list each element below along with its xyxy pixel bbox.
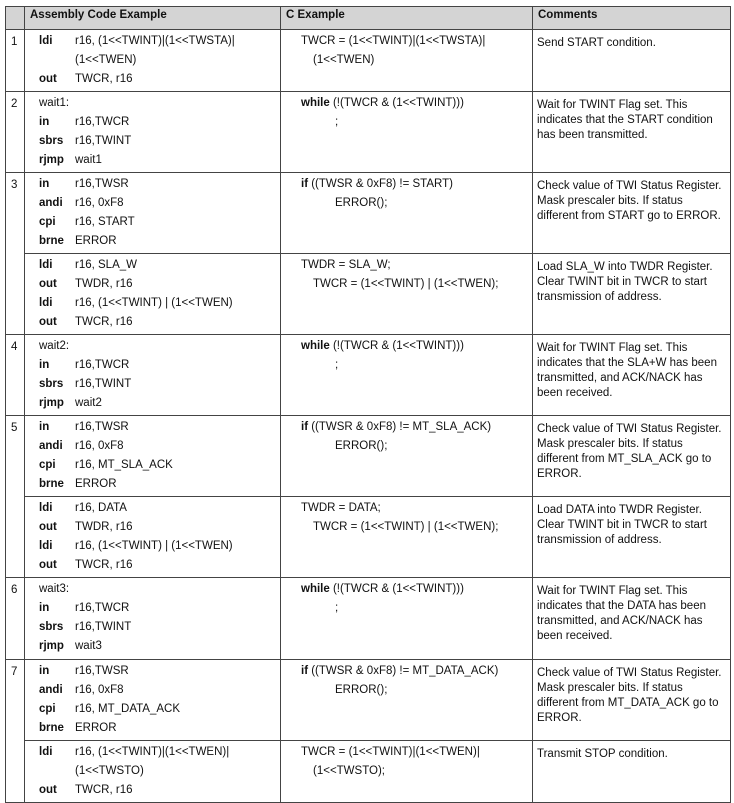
c-code-text: ERROR(); (335, 684, 388, 696)
c-code-text: TWDR = SLA_W; (301, 259, 391, 271)
assembly-line (25, 313, 280, 332)
assembly-operands: r16,TWINT (75, 135, 132, 147)
c-keyword: while (301, 97, 330, 109)
c-code-line (281, 518, 532, 537)
c-code-text: (!(TWCR & (1<<TWINT))) (329, 583, 464, 595)
header-assembly: Assembly Code Example (25, 7, 281, 30)
c-code-line (281, 762, 532, 781)
assembly-operands: r16, 0xF8 (75, 197, 124, 209)
assembly-line (25, 743, 280, 762)
assembly-code-cell (25, 92, 281, 173)
assembly-line (25, 556, 280, 575)
c-code-text: TWCR = (1<<TWINT)|(1<<TWEN)| (301, 746, 480, 758)
c-code-text: ; (335, 116, 339, 128)
comment-cell: Send START condition. (533, 30, 731, 92)
assembly-operands: r16,TWSR (75, 421, 129, 433)
assembly-line (25, 70, 280, 89)
assembly-line (25, 637, 280, 656)
assembly-operands: r16, MT_SLA_ACK (75, 459, 173, 471)
assembly-line (25, 418, 280, 437)
c-code-line (281, 94, 532, 113)
c-code-line (281, 662, 532, 681)
assembly-operands: wait1 (75, 154, 102, 166)
c-keyword: if (301, 421, 309, 433)
c-code-text: ERROR(); (335, 197, 388, 209)
assembly-line (25, 375, 280, 394)
assembly-label: wait3: (39, 583, 70, 595)
assembly-line (25, 213, 280, 232)
c-code-line (281, 681, 532, 700)
c-code-line (281, 113, 532, 132)
assembly-opcode: in (39, 178, 50, 190)
assembly-line (25, 394, 280, 413)
twi-code-table (5, 6, 731, 803)
assembly-line (25, 51, 280, 70)
header-c-example: C Example (281, 7, 533, 30)
comment-cell: Transmit STOP condition. (533, 741, 731, 803)
table-row (6, 497, 731, 578)
assembly-opcode: sbrs (39, 621, 64, 633)
c-code-line (281, 743, 532, 762)
c-code-line (281, 580, 532, 599)
header-comments: Comments (533, 7, 731, 30)
comment-cell: Load DATA into TWDR Register. Clear TWINT bit in TWCR to start transmission of address. (533, 497, 731, 578)
assembly-line (25, 475, 280, 494)
table-row (6, 741, 731, 803)
c-code-cell (281, 335, 533, 416)
c-code-line (281, 356, 532, 375)
c-code-text: ((TWSR & 0xF8) != MT_SLA_ACK) (308, 421, 492, 433)
assembly-line (25, 719, 280, 738)
assembly-line (25, 662, 280, 681)
assembly-line (25, 681, 280, 700)
step-number: 6 (6, 578, 25, 660)
assembly-opcode: brne (39, 478, 64, 490)
assembly-opcode: andi (39, 684, 63, 696)
comment-cell: Check value of TWI Status Register. Mask prescaler bits. If status different from START go to ERROR. (533, 173, 731, 254)
assembly-opcode: out (39, 278, 57, 290)
c-code-text: (!(TWCR & (1<<TWINT))) (329, 340, 464, 352)
c-code-line (281, 256, 532, 275)
assembly-operands: r16,TWCR (75, 359, 130, 371)
assembly-line (25, 113, 280, 132)
assembly-opcode: in (39, 421, 50, 433)
c-keyword: while (301, 583, 330, 595)
assembly-line (25, 175, 280, 194)
assembly-line (25, 537, 280, 556)
c-code-cell (281, 660, 533, 741)
c-code-line (281, 599, 532, 618)
assembly-operands: (1<<TWSTO) (75, 765, 144, 777)
assembly-opcode: ldi (39, 35, 53, 47)
assembly-opcode: rjmp (39, 154, 64, 166)
assembly-opcode: rjmp (39, 640, 64, 652)
c-keyword: if (301, 665, 309, 677)
c-keyword: if (301, 178, 309, 190)
c-code-text: (!(TWCR & (1<<TWINT))) (329, 97, 464, 109)
assembly-line (25, 275, 280, 294)
assembly-operands: (1<<TWEN) (75, 54, 137, 66)
comment-cell: Wait for TWINT Flag set. This indicates that the START condition has been transmitted. (533, 92, 731, 173)
c-code-line (281, 194, 532, 213)
assembly-opcode: ldi (39, 297, 53, 309)
c-code-text: TWCR = (1<<TWINT) | (1<<TWEN); (313, 278, 499, 290)
assembly-line (25, 256, 280, 275)
assembly-opcode: ldi (39, 540, 53, 552)
assembly-operands: r16, START (75, 216, 135, 228)
assembly-opcode: brne (39, 722, 64, 734)
assembly-line (25, 132, 280, 151)
assembly-operands: ERROR (75, 478, 117, 490)
assembly-opcode: in (39, 602, 50, 614)
assembly-code-cell (25, 741, 281, 803)
c-code-text: ; (335, 602, 339, 614)
assembly-operands: r16, (1<<TWINT)|(1<<TWSTA)| (75, 35, 235, 47)
assembly-opcode: out (39, 73, 57, 85)
step-number: 2 (6, 92, 25, 173)
assembly-line (25, 356, 280, 375)
assembly-operands: r16, (1<<TWINT) | (1<<TWEN) (75, 540, 233, 552)
c-code-line (281, 175, 532, 194)
assembly-operands: TWCR, r16 (75, 316, 133, 328)
c-code-text: TWCR = (1<<TWINT) | (1<<TWEN); (313, 521, 499, 533)
step-number: 1 (6, 30, 25, 92)
assembly-line (25, 151, 280, 170)
assembly-operands: r16,TWCR (75, 116, 130, 128)
assembly-operands: ERROR (75, 722, 117, 734)
comment-cell: Load SLA_W into TWDR Register. Clear TWINT bit in TWCR to start transmission of address. (533, 254, 731, 335)
assembly-line (25, 456, 280, 475)
assembly-code-cell (25, 497, 281, 578)
table-row (6, 578, 731, 660)
assembly-opcode: andi (39, 440, 63, 452)
c-code-line (281, 51, 532, 70)
assembly-operands: TWCR, r16 (75, 784, 133, 796)
table-row (6, 30, 731, 92)
c-code-text: ; (335, 359, 339, 371)
assembly-opcode: out (39, 559, 57, 571)
c-code-cell (281, 92, 533, 173)
assembly-line (25, 32, 280, 51)
table-row (6, 254, 731, 335)
assembly-operands: ERROR (75, 235, 117, 247)
assembly-opcode: in (39, 359, 50, 371)
table-row (6, 335, 731, 416)
assembly-code-cell (25, 30, 281, 92)
assembly-line (25, 762, 280, 781)
assembly-line (25, 618, 280, 637)
assembly-operands: r16,TWINT (75, 378, 132, 390)
header-step-number (6, 7, 25, 30)
c-code-text: ((TWSR & 0xF8) != START) (308, 178, 453, 190)
c-code-cell (281, 578, 533, 660)
assembly-line (25, 194, 280, 213)
assembly-label: wait2: (39, 340, 70, 352)
assembly-line (25, 294, 280, 313)
c-code-cell (281, 173, 533, 254)
assembly-operands: r16, (1<<TWINT) | (1<<TWEN) (75, 297, 233, 309)
assembly-opcode: out (39, 784, 57, 796)
assembly-operands: r16, DATA (75, 502, 127, 514)
c-code-cell (281, 497, 533, 578)
assembly-line (25, 337, 280, 356)
assembly-label: wait1: (39, 97, 70, 109)
assembly-operands: r16,TWCR (75, 602, 130, 614)
c-code-line (281, 275, 532, 294)
assembly-opcode: in (39, 116, 50, 128)
table-row (6, 416, 731, 497)
assembly-opcode: cpi (39, 459, 56, 471)
c-code-line (281, 499, 532, 518)
assembly-line (25, 232, 280, 251)
assembly-operands: r16, (1<<TWINT)|(1<<TWEN)| (75, 746, 230, 758)
assembly-opcode: out (39, 316, 57, 328)
assembly-operands: r16,TWINT (75, 621, 132, 633)
assembly-operands: r16,TWSR (75, 178, 129, 190)
assembly-line (25, 518, 280, 537)
assembly-operands: TWDR, r16 (75, 521, 133, 533)
c-code-text: TWDR = DATA; (301, 502, 381, 514)
assembly-line (25, 437, 280, 456)
comment-cell: Check value of TWI Status Register. Mask prescaler bits. If status different from MT_SLA_ACK go to ERROR. (533, 416, 731, 497)
assembly-operands: r16, SLA_W (75, 259, 137, 271)
assembly-opcode: cpi (39, 703, 56, 715)
table-row (6, 660, 731, 741)
comment-cell: Wait for TWINT Flag set. This indicates that the SLA+W has been transmitted, and ACK/NACK has been received. (533, 335, 731, 416)
assembly-code-cell (25, 335, 281, 416)
assembly-opcode: ldi (39, 746, 53, 758)
assembly-operands: r16, 0xF8 (75, 440, 124, 452)
c-code-line (281, 437, 532, 456)
table-header-row (6, 7, 731, 30)
assembly-code-cell (25, 173, 281, 254)
assembly-operands: r16, 0xF8 (75, 684, 124, 696)
assembly-code-cell (25, 578, 281, 660)
c-code-line (281, 418, 532, 437)
assembly-line (25, 599, 280, 618)
assembly-line (25, 781, 280, 800)
assembly-operands: TWDR, r16 (75, 278, 133, 290)
table-row (6, 92, 731, 173)
assembly-operands: wait3 (75, 640, 102, 652)
c-code-cell (281, 416, 533, 497)
assembly-opcode: ldi (39, 259, 53, 271)
assembly-opcode: out (39, 521, 57, 533)
assembly-code-cell (25, 416, 281, 497)
assembly-operands: TWCR, r16 (75, 559, 133, 571)
assembly-code-cell (25, 660, 281, 741)
c-code-line (281, 32, 532, 51)
assembly-opcode: brne (39, 235, 64, 247)
assembly-line (25, 94, 280, 113)
assembly-code-cell (25, 254, 281, 335)
assembly-opcode: ldi (39, 502, 53, 514)
assembly-line (25, 499, 280, 518)
c-keyword: while (301, 340, 330, 352)
assembly-opcode: cpi (39, 216, 56, 228)
step-number: 3 (6, 173, 25, 335)
c-code-cell (281, 741, 533, 803)
c-code-cell (281, 30, 533, 92)
comment-cell: Check value of TWI Status Register. Mask prescaler bits. If status different from MT_DATA_ACK go to ERROR. (533, 660, 731, 741)
c-code-line (281, 337, 532, 356)
c-code-text: (1<<TWEN) (313, 54, 375, 66)
c-code-text: ERROR(); (335, 440, 388, 452)
c-code-text: (1<<TWSTO); (313, 765, 385, 777)
c-code-text: ((TWSR & 0xF8) != MT_DATA_ACK) (308, 665, 499, 677)
assembly-line (25, 700, 280, 719)
assembly-operands: r16, MT_DATA_ACK (75, 703, 181, 715)
c-code-cell (281, 254, 533, 335)
step-number: 7 (6, 660, 25, 803)
assembly-opcode: sbrs (39, 135, 64, 147)
assembly-operands: r16,TWSR (75, 665, 129, 677)
step-number: 4 (6, 335, 25, 416)
assembly-opcode: rjmp (39, 397, 64, 409)
c-code-text: TWCR = (1<<TWINT)|(1<<TWSTA)| (301, 35, 486, 47)
assembly-opcode: andi (39, 197, 63, 209)
assembly-operands: TWCR, r16 (75, 73, 133, 85)
comment-cell: Wait for TWINT Flag set. This indicates that the DATA has been transmitted, and ACK/NACK has been received. (533, 578, 731, 660)
assembly-line (25, 580, 280, 599)
assembly-opcode: in (39, 665, 50, 677)
step-number: 5 (6, 416, 25, 578)
assembly-opcode: sbrs (39, 378, 64, 390)
assembly-operands: wait2 (75, 397, 102, 409)
table-row (6, 173, 731, 254)
